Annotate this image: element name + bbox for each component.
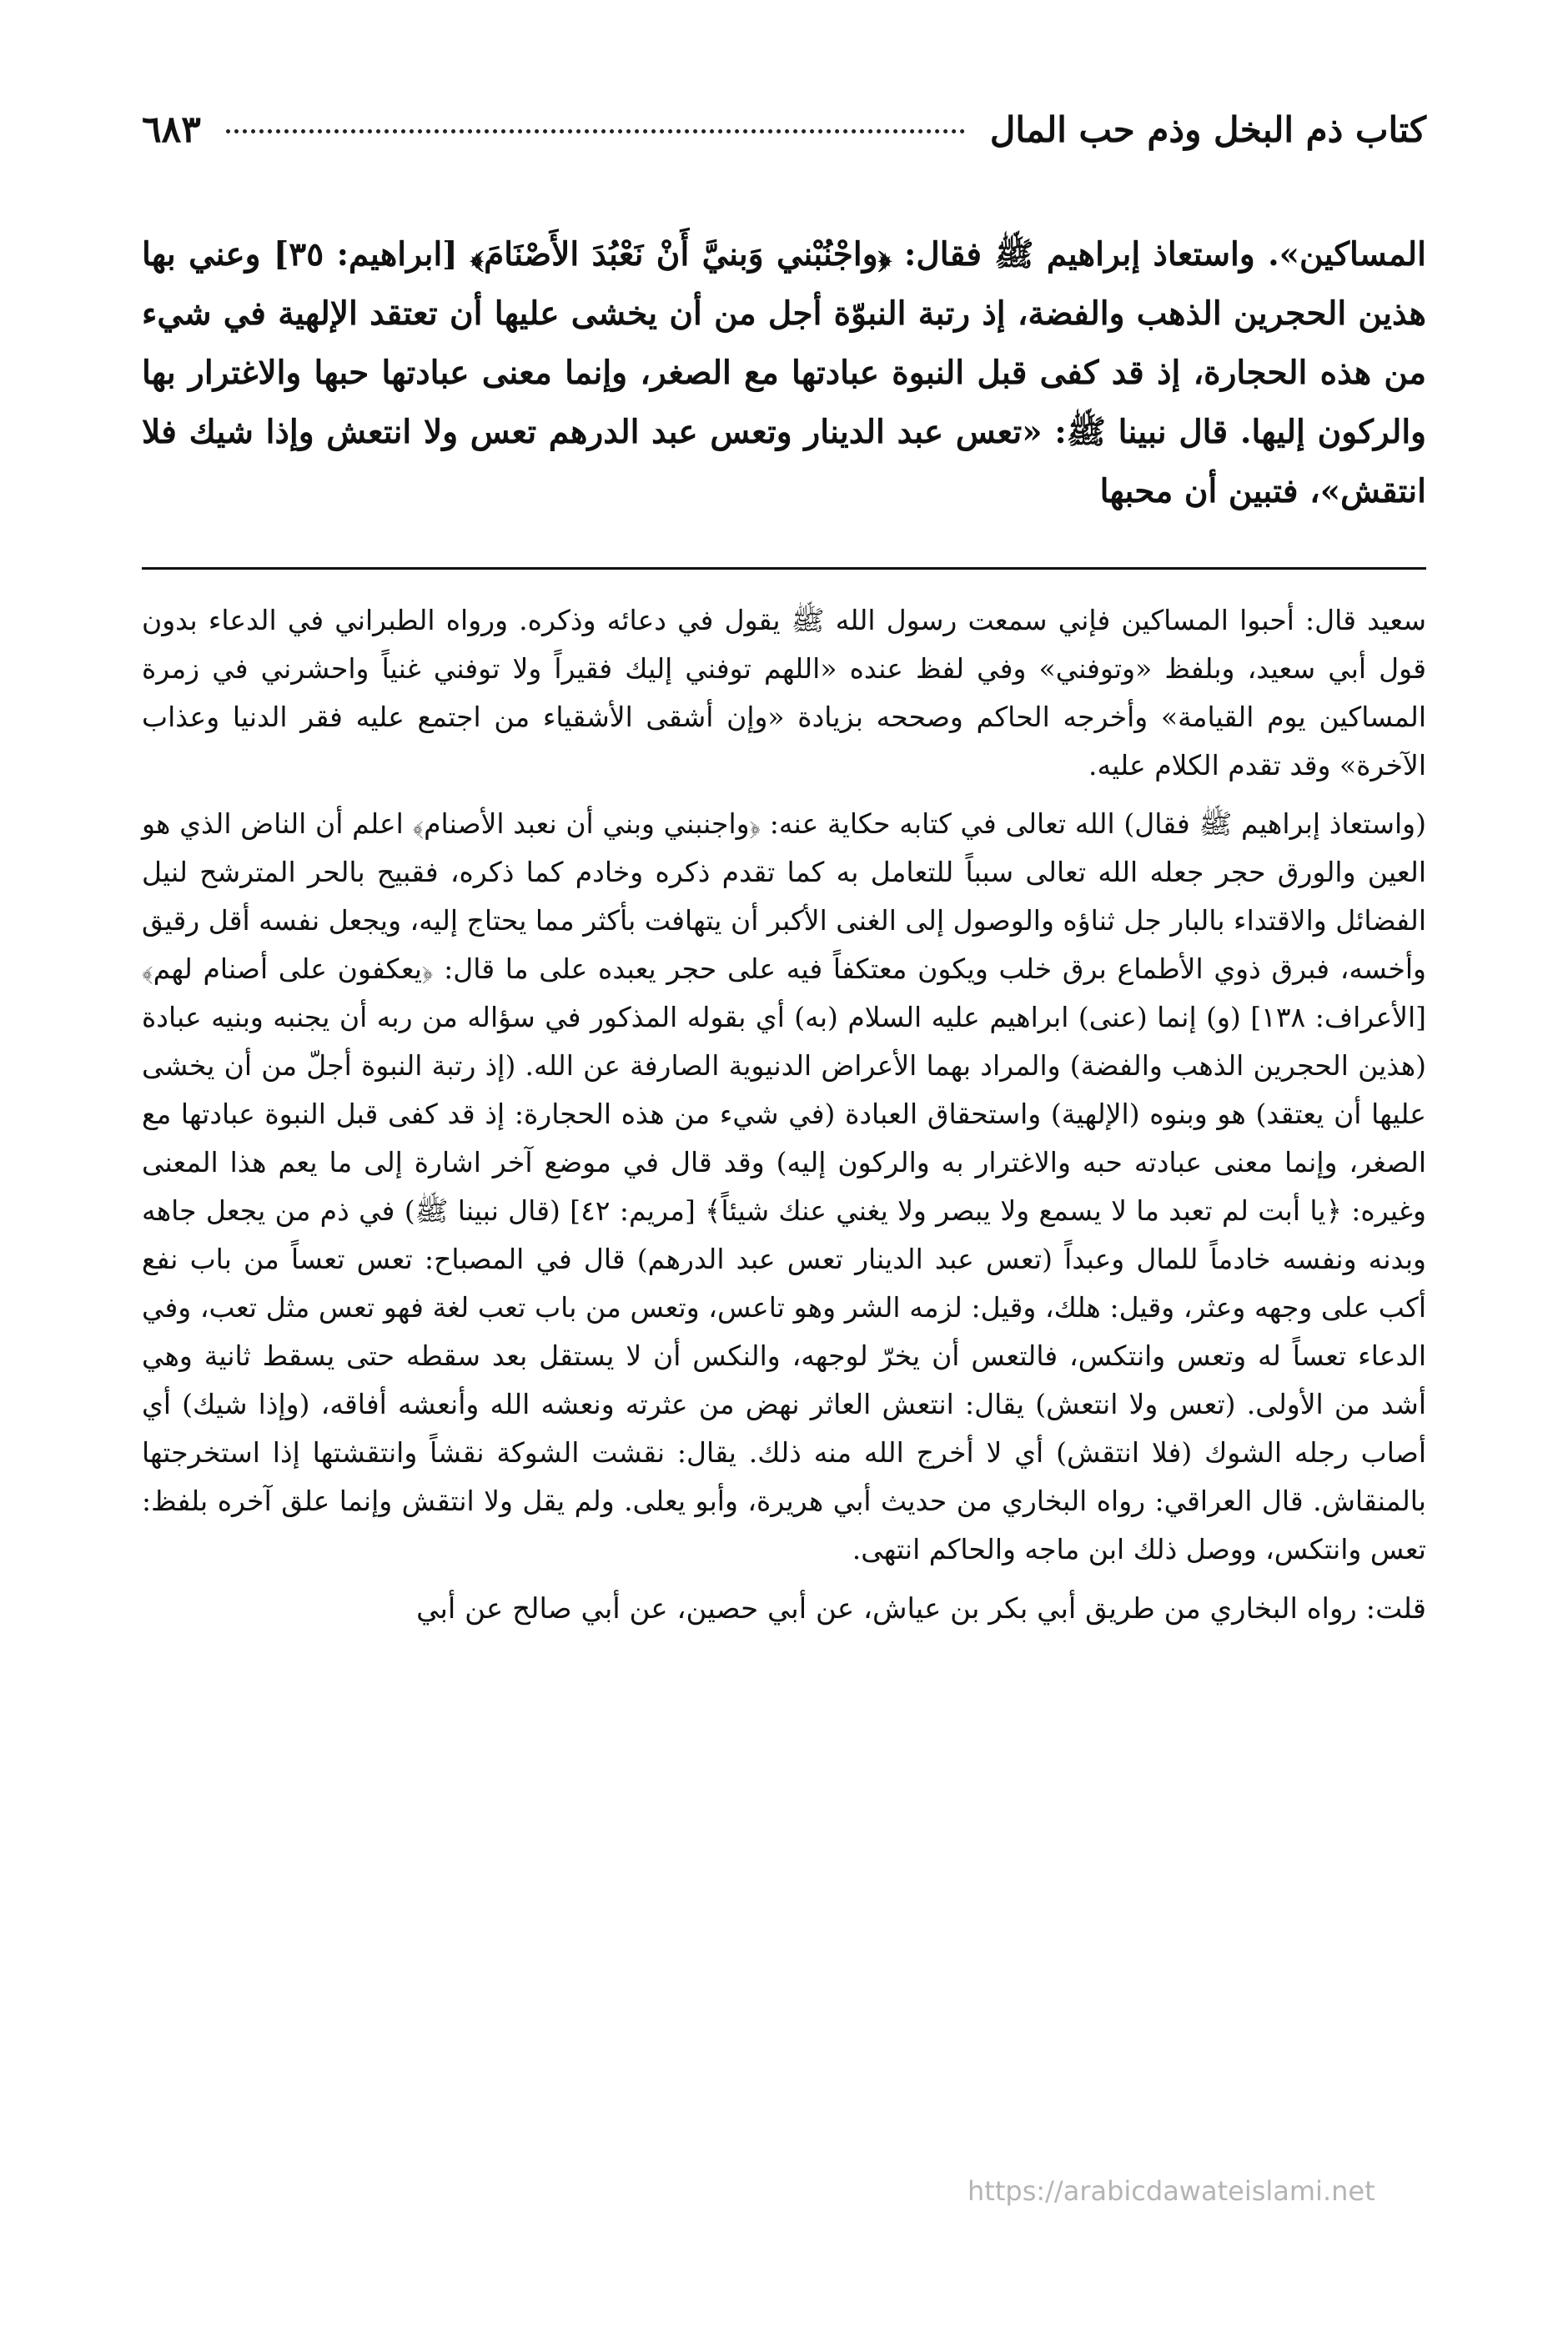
- commentary-block: [142, 596, 1426, 1634]
- page-number: ٦٨٣: [142, 108, 201, 151]
- book-page: [142, 108, 1426, 2244]
- footnote-divider: [142, 567, 1426, 570]
- header-dot-leader: [226, 129, 965, 133]
- commentary-paragraph-2: (واستعاذ إبراهيم ﷺ فقال) الله تعالى في كتابه حكاية عنه: ﴿واجنبني وبني أن نعبد الأصنام﴾ اعلم أن الناض الذي هو العين والورق حجر جعله الله تعالى سبباً للتعامل به كما تقدم ذكره وخادم كما ذكره، فقبيح بالحر المترشح لنيل الفضائل والاقتداء بالبار جل ثناؤه والوصول إلى الغنى الأكبر أن يتهافت بأكثر مما يحتاج إليه، ويجعل نفسه أقل رقيق وأخسه، فبرق ذوي الأطماع برق خلب ويكون معتكفاً فيه على حجر يعبده على ما قال: ﴿يعكفون على أصنام لهم﴾ [الأعراف: ١٣٨] (و) إنما (عنى) ابراهيم عليه السلام (به) أي بقوله المذكور في سؤاله من ربه أن يجنبه وبنيه عبادة (هذين الحجرين الذهب والفضة) والمراد بهما الأعراض الدنيوية الصارفة عن الله. (إذ رتبة النبوة أجلّ من أن يخشى عليها أن يعتقد) هو وبنوه (الإلهية) واستحقاق العبادة (في شيء من هذه الحجارة: إذ قد كفى قبل النبوة عبادتها مع الصغر، وإنما معنى عبادته حبه والاغترار به والركون إليه) وقد قال في موضع آخر اشارة إلى ما يعم هذا المعنى وغيره: ﴿يا أبت لم تعبد ما لا يسمع ولا يبصر ولا يغني عنك شيئاً﴾ [مريم: ٤٢] (قال نبينا ﷺ) في ذم من يجعل جاهه وبدنه ونفسه خادماً للمال وعبداً (تعس عبد الدينار تعس عبد الدرهم) قال في المصباح: تعس تعساً من باب نفع أكب على وجهه وعثر، وقيل: هلك، وقيل: لزمه الشر وهو تاعس، وتعس من باب تعب لغة فهو تعس مثل تعب، وفي الدعاء تعساً له وتعس وانتكس، فالتعس أن يخرّ لوجهه، والنكس أن لا يستقل بعد سقطه حتى يسقط ثانية وهي أشد من الأولى. (تعس ولا انتعش) يقال: انتعش العاثر نهض من عثرته ونعشه الله وأنعشه أفاقه، (وإذا شيك) أي أصاب رجله الشوك (فلا انتقش) أي لا أخرج الله منه ذلك. يقال: نقشت الشوكة نقشاً وانتقشتها إذا استخرجتها بالمنقاش. قال العراقي: رواه البخاري من حديث أبي هريرة، وأبو يعلى. ولم يقل ولا انتقش وإنما علق آخره بلفظ: تعس وانتكس، ووصل ذلك ابن ماجه والحاكم انتهى.: [142, 807, 1426, 1566]
- main-text-paragraph: المساكين». واستعاذ إبراهيم ﷺ فقال: ﴿واجْنُبْني وَبنيَّ أَنْ نَعْبُدَ الأَصْنَامَ﴾ [ابراهيم: ٣٥] وعني بها هذين الحجرين الذهب والفضة، إذ رتبة النبوّة أجل من أن يخشى عليها أن تعتقد الإلهية في شيء من هذه الحجارة، إذ قد كفى قبل النبوة عبادتها مع الصغر، وإنما معنى عبادتها حبها والاغترار بها والركون إليها. قال نبينا ﷺ: «تعس عبد الدينار وتعس عبد الدرهم تعس ولا انتعش وإذا شيك فلا انتقش»، فتبين أن محبها: [142, 235, 1426, 510]
- commentary-closing-line: قلت: رواه البخاري من طريق أبي بكر بن عياش، عن أبي حصين، عن أبي صالح عن أبي: [416, 1592, 1426, 1626]
- commentary-paragraph-1: سعيد قال: أحبوا المساكين فإني سمعت رسول الله ﷺ يقول في دعائه وذكره. ورواه الطبراني في الدعاء بدون قول أبي سعيد، وبلفظ «وتوفني» وفي لفظ عنده «اللهم توفني إليك فقيراً ولا توفني غنياً واحشرني في زمرة المساكين يوم القيامة» وأخرجه الحاكم وصححه بزيادة «وإن أشقى الأشقياء من اجتمع عليه فقر الدنيا وعذاب الآخرة» وقد تقدم الكلام عليه.: [142, 604, 1426, 782]
- running-title: كتاب ذم البخل وذم حب المال: [989, 109, 1426, 150]
- watermark-url: https://arabicdawateislami.net: [967, 2175, 1375, 2207]
- main-text-block: [142, 225, 1426, 534]
- page-header: [142, 108, 1426, 192]
